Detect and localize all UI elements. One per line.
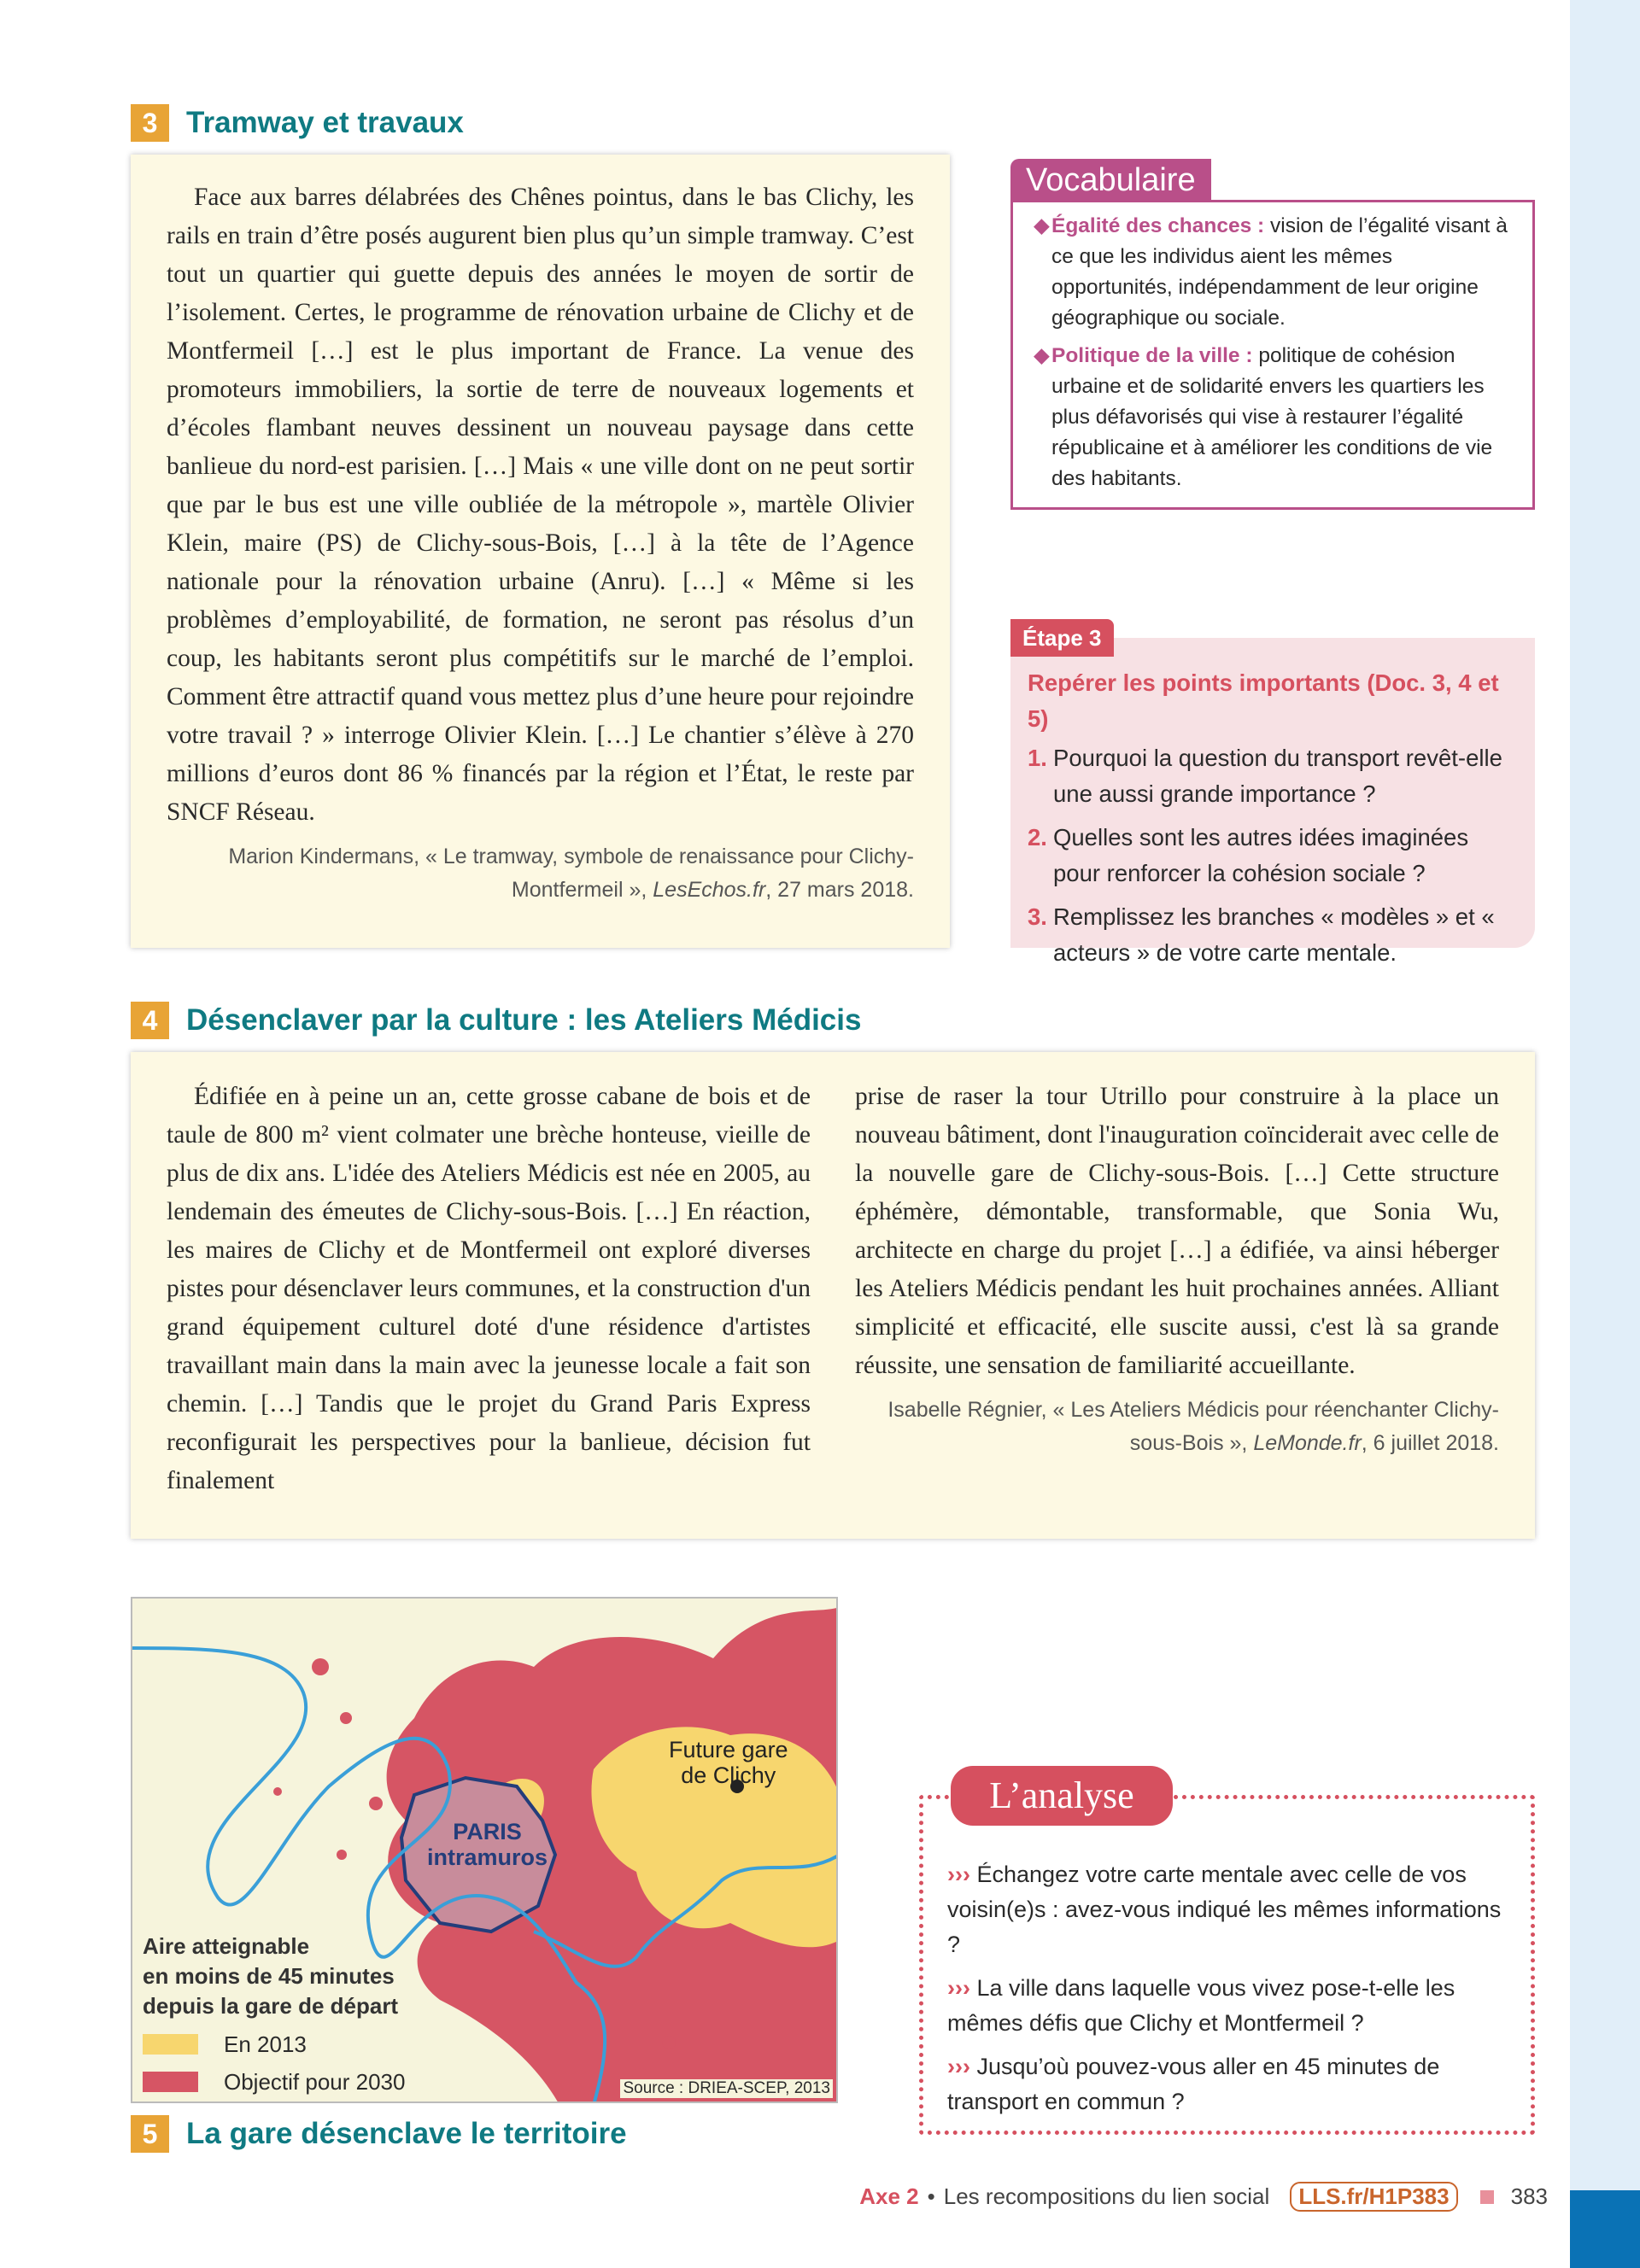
vocab-item <box>1032 211 1514 334</box>
doc-number: 5 <box>131 2115 169 2153</box>
doc3-header <box>131 104 464 142</box>
vocab-definition: politique de cohésion urbaine et de solidarité envers les quartiers les plus défavorisés qui vise à restaurer l’égalité républicaine et à améliorer les conditions de vie des habitants. <box>1051 344 1493 490</box>
doc-title: Tramway et travaux <box>186 106 464 139</box>
analyse-item: ››› Échangez votre carte mentale avec celle de vos voisin(e)s : avez-vous indiqué les mêmes informations ? <box>947 1862 1502 1957</box>
analyse-item: ››› La ville dans laquelle vous vivez pose-t-elle les mêmes défis que Clichy et Montfermeil ? <box>947 1975 1456 2036</box>
legend-item: Objectif pour 2030 <box>143 2063 405 2101</box>
vocabulary-panel <box>1010 159 1535 510</box>
question-text: Quelles sont les autres idées imaginées pour renforcer la cohésion sociale ? <box>1053 824 1469 886</box>
question <box>1028 740 1514 812</box>
source-date: , 6 juillet 2018. <box>1361 1431 1499 1455</box>
doc-number: 3 <box>131 104 169 142</box>
doc4-source <box>855 1394 1499 1460</box>
page-footer <box>859 2182 1548 2212</box>
paris-label: PARIS intramuros <box>427 1819 548 1870</box>
page-number: 383 <box>1510 2183 1548 2209</box>
doc5-header <box>131 2115 627 2153</box>
resource-link[interactable]: LLS.fr/H1P383 <box>1290 2182 1457 2212</box>
triple-chevron-icon: ››› <box>947 2054 970 2079</box>
diamond-bullet-icon: ◆ <box>1034 214 1050 237</box>
station-label: Future gare de Clichy <box>669 1737 788 1788</box>
source-author: Isabelle Régnier, « Les Ateliers Médicis pour réenchanter Clichy-sous-Bois », <box>887 1398 1499 1455</box>
doc4-text-col2: prise de raser la tour Utrillo pour construire à la place un nouveau bâtiment, dont l'inauguration coïnciderait avec celle de la nouvelle gare de Clichy-sous-Bois. […] Cette structure éphémère, démontable, transformable, que Sonia Wu, architecte en charge du projet […] a édifiée, va ainsi héberger les Ateliers Médicis pendant les huit prochaines années. Alliant simplicité et efficacité, elle suscite aussi, c'est là sa grande réussite, une sensation de familiarité accueillante. <box>855 1083 1499 1379</box>
page-edge-tab <box>1570 2190 1640 2268</box>
question-number: 1. <box>1028 745 1047 771</box>
question <box>1028 899 1514 971</box>
source-site: LeMonde.fr <box>1253 1431 1362 1455</box>
etape-heading: Repérer les points importants (Doc. 3, 4 et 5) <box>1028 669 1499 732</box>
vocab-term: Politique de la ville : <box>1051 344 1253 367</box>
question-number: 3. <box>1028 903 1047 930</box>
source-date: , 27 mars 2018. <box>765 878 914 902</box>
question <box>1028 820 1514 891</box>
doc4-text-col1: Édifiée en à peine un an, cette grosse cabane de bois et de taule de 800 m² vient colmater une brèche honteuse, vieille de plus de dix ans. L'idée des Ateliers Médicis est née en 2005, au lendemain des émeutes de Clichy-sous-Bois. […] En réaction, les maires de Clichy et de Montfermeil ont exploré diverses pistes pour désenclaver leurs communes, et la construction d'un grand équipement culturel doté d'une résidence d'artistes travaillant main dans la main avec la jeunesse locale a fait son chemin. […] Tandis que le projet du Grand Paris Express reconfigurait les perspectives pour la banlieue, décision fut finalement <box>167 1083 811 1494</box>
vocab-definition: vision de l’égalité visant à ce que les individus aient les mêmes opportunités, indépendamment de leur origine géographique ou sociale. <box>1051 214 1508 330</box>
map-source: Source : DRIEA-SCEP, 2013 <box>620 2079 833 2098</box>
question-text: Remplissez les branches « modèles » et « acteurs » de votre carte mentale. <box>1053 903 1495 966</box>
vocab-term: Égalité des chances : <box>1051 214 1265 237</box>
analyse-title: L’analyse <box>951 1766 1173 1826</box>
page-edge-band <box>1570 0 1640 2268</box>
triple-chevron-icon: ››› <box>947 1975 970 2001</box>
doc-number: 4 <box>131 1002 169 1039</box>
doc3-text: Face aux barres délabrées des Chênes pointus, dans le bas Clichy, les rails en train d’être posés augurent bien plus qu’un simple tramway. C’est tout un quartier qui guette depuis des années le moyen de sortir de l’isolement. Certes, le programme de rénovation urbaine de Clichy et de Montfermeil […] est le plus important de France. La venue des promoteurs immobiliers, la sortie de terre de nouveaux logements et d’écoles flambant neuves dessinent un nouveau paysage dans cette banlieue du nord-est parisien. […] Mais « une ville dont on ne peut sortir que par le bus est une ville oubliée de la métropole », martèle Olivier Klein, maire (PS) de Clichy-sous-Bois, […] à la tête de l’Agence nationale pour la rénovation urbaine (Anru). […] « Même si les problèmes d’employabilité, de formation, ne seront pas résolus d’un coup, les habitants seront plus compétitifs sur le marché de l’emploi. Comment être attractif quand vous mettez plus d’une heure pour rejoindre votre travail ? » interroge Olivier Klein. […] Le chantier s’élève à 270 millions d’euros dont 86 % financés par la région et l’État, le reste par SNCF Réseau. <box>167 184 914 826</box>
etape-panel <box>1010 619 1535 966</box>
legend-item: En 2013 <box>143 2025 405 2063</box>
doc-title: Désenclaver par la culture : les Ateliers Médicis <box>186 1003 862 1037</box>
map-legend <box>143 2025 405 2101</box>
axe-label: Axe 2 <box>859 2183 919 2209</box>
question-number: 2. <box>1028 824 1047 850</box>
doc4-header <box>131 1002 861 1039</box>
etape-tab: Étape 3 <box>1010 619 1114 657</box>
square-icon <box>1480 2190 1494 2204</box>
chapter-theme: Les recompositions du lien social <box>943 2183 1270 2209</box>
vocabulary-title: Vocabulaire <box>1010 159 1211 200</box>
vocab-item <box>1032 341 1514 494</box>
triple-chevron-icon: ››› <box>947 1862 970 1887</box>
accessibility-map <box>131 1597 838 2103</box>
source-author: Marion Kindermans, « Le tramway, symbole de renaissance pour Clichy-Montfermeil », <box>228 845 914 902</box>
question-text: Pourquoi la question du transport revêt-elle une aussi grande importance ? <box>1053 745 1502 807</box>
legend-title: Aire atteignable en moins de 45 minutes depuis la gare de départ <box>143 1933 399 2019</box>
source-site: LesEchos.fr <box>653 878 766 902</box>
doc-title: La gare désenclave le territoire <box>186 2117 627 2150</box>
legend-swatch <box>143 2072 198 2092</box>
legend-swatch <box>143 2034 198 2055</box>
analyse-item: ››› Jusqu’où pouvez-vous aller en 45 minutes de transport en commun ? <box>947 2054 1440 2114</box>
analyse-panel <box>919 1795 1535 2135</box>
doc4-text-box <box>131 1052 1535 1539</box>
doc3-text-box <box>131 155 950 948</box>
doc3-source <box>167 840 914 907</box>
separator: • <box>927 2183 935 2209</box>
diamond-bullet-icon: ◆ <box>1034 344 1050 367</box>
